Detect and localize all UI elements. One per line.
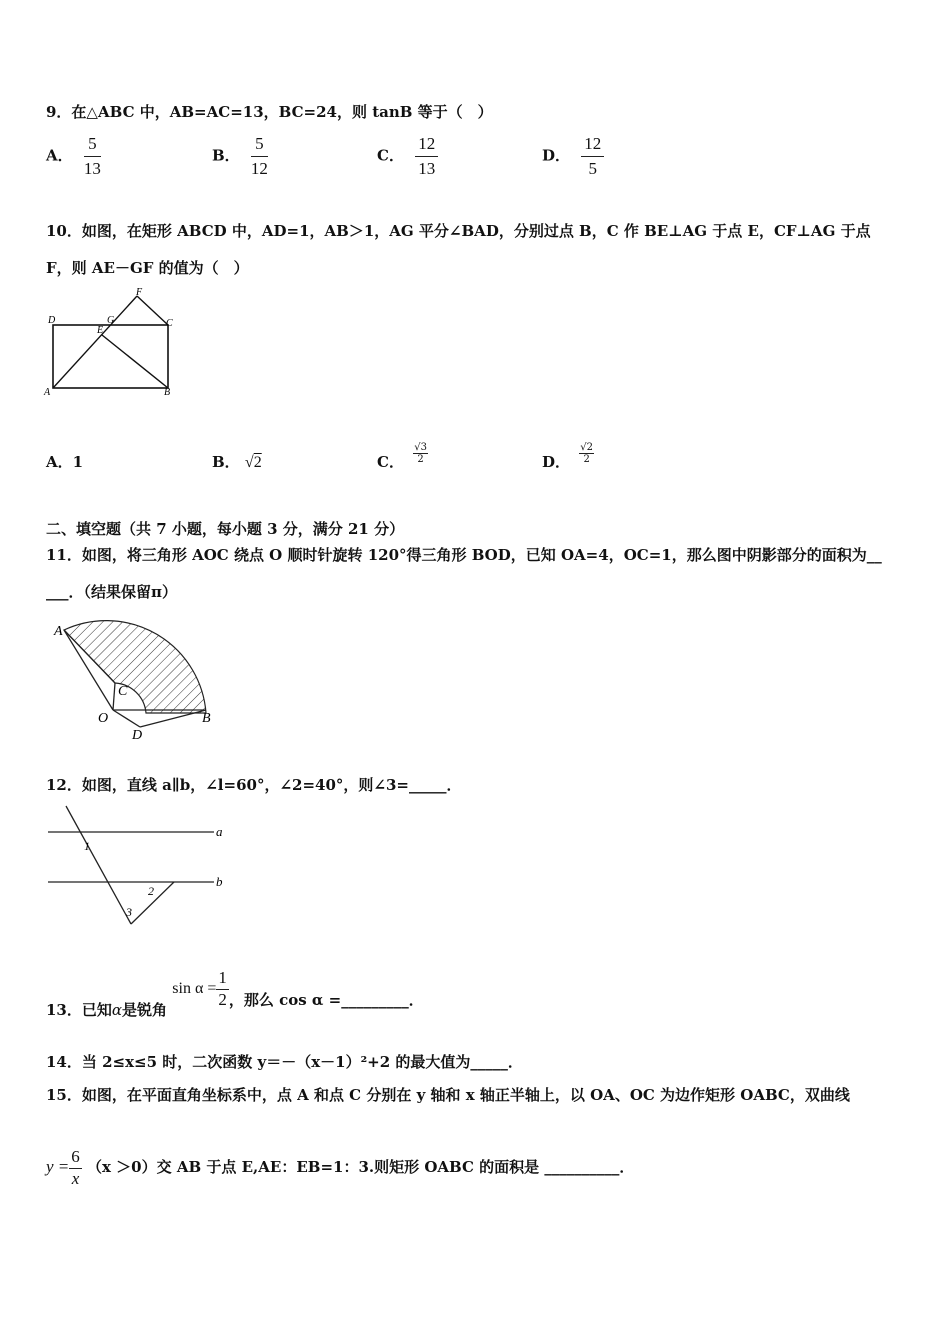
q10-figure (40, 285, 190, 400)
q10-option-d-fraction (579, 442, 594, 465)
q10-option-b (212, 451, 262, 472)
q10-option-c-label: C． (377, 453, 404, 471)
q12-figure (44, 803, 234, 933)
q10-option-b-sqrt: √2 (244, 454, 262, 471)
q11-label-o: O (98, 711, 109, 726)
q10-option-a-label: A． (46, 453, 73, 471)
q11-segment-od (113, 710, 140, 727)
q10-rectangle-abcd (53, 325, 168, 388)
q11-label-a: A (54, 624, 63, 639)
q13-suffix: ，那么 cos α =_________． (228, 991, 424, 1009)
q9-option-a (46, 134, 101, 179)
q10-option-c-fraction (413, 442, 428, 465)
q15-frac-num: 6 (69, 1147, 82, 1169)
q10-option-c-radicand: 3 (420, 441, 427, 453)
section2-title: 二、填空题（共 7 小题，每小题 3 分，满分 21 分） (46, 520, 405, 538)
q10-option-c (377, 441, 428, 475)
q11-label-b: B (202, 711, 211, 726)
q14-stem: 14．当 2≤x≤5 时，二次函数 y＝－（x－1）²+2 的最大值为_____． (46, 1053, 523, 1071)
q10-label-g: G (107, 315, 115, 326)
q11-segment-oc (113, 683, 115, 710)
q13-alpha: α (111, 1001, 123, 1019)
q12-label-a: a (216, 824, 223, 839)
q9-option-b-label: B． (212, 146, 240, 165)
q10-label-b: B (164, 387, 171, 398)
q11-stem-line1: 11．如图，将三角形 AOC 绕点 O 顺时针旋转 120°得三角形 BOD，已知 OA=4，OC=1，那么图中阴影部分的面积为__ (46, 546, 882, 564)
q9-option-d-num: 12 (581, 134, 604, 157)
q15-stem-line2 (46, 1147, 634, 1189)
q9-option-c-label: C． (377, 146, 404, 165)
q9-option-c-den: 13 (418, 159, 436, 178)
q15-y-eq: y = (46, 1157, 70, 1176)
q13-frac-num: 1 (216, 968, 229, 990)
q10-stem-line2: F，则 AE－GF 的值为（ ） (46, 259, 249, 277)
q10-label-e: E (97, 325, 104, 336)
q12-label-b: b (216, 874, 223, 889)
q12-label-angle-3: 3 (126, 905, 132, 919)
q9-option-d-den: 5 (588, 159, 597, 178)
q10-stem-line1: 10．如图，在矩形 ABCD 中，AD=1，AB＞1，AG 平分∠BAD，分别过点 B，C 作 BE⊥AG 于点 E，CF⊥AG 于点 (46, 222, 871, 240)
q10-label-c: C (166, 318, 173, 329)
q9-option-c-num: 12 (415, 134, 438, 157)
q15-stem-line1: 15．如图，在平面直角坐标系中，点 A 和点 C 分别在 y 轴和 x 轴正半轴上，以 OA、OC 为边作矩形 OABC，双曲线 (46, 1086, 850, 1104)
q12-transversal (66, 806, 131, 924)
q9-option-d-label: D． (542, 146, 571, 165)
q9-stem: 9．在△ABC 中，AB=AC=13，BC=24，则 tanB 等于（ ） (46, 103, 493, 121)
q10-option-d-den: 2 (583, 453, 590, 465)
q10-option-b-radicand: 2 (253, 454, 262, 471)
q10-option-c-num: √3 (414, 441, 427, 453)
q10-option-d-radicand: 2 (586, 441, 593, 453)
q11-figure (50, 615, 220, 745)
q10-option-b-label: B． (212, 453, 240, 471)
q15-frac-den: x (71, 1169, 80, 1188)
q11-label-d: D (132, 728, 143, 743)
q12-stem: 12．如图，直线 a∥b，∠l=60°，∠2=40°，则∠3=_____． (46, 776, 462, 794)
q9-option-b-fraction (251, 134, 268, 179)
q10-option-c-den: 2 (417, 453, 424, 465)
q9-option-a-label: A． (46, 146, 73, 165)
q13-prefix: 13．已知 (46, 1001, 112, 1019)
q9-option-b-den: 12 (250, 159, 268, 178)
q13-fraction (216, 968, 229, 1010)
q15-fraction (69, 1147, 82, 1189)
q10-option-a-value: 1 (72, 453, 84, 471)
q9-option-d-fraction (581, 134, 604, 179)
q10-option-d (542, 441, 594, 475)
q12-label-angle-1: 1 (84, 839, 90, 853)
q10-label-a: A (44, 387, 51, 398)
q12-label-angle-2: 2 (148, 884, 154, 898)
q9-option-a-num: 5 (84, 134, 101, 157)
q9-option-b (212, 134, 268, 179)
q10-label-f: F (136, 287, 143, 298)
q13-mid: 是锐角 (122, 1001, 168, 1019)
q10-option-d-num: √2 (580, 441, 593, 453)
q10-line-ag-extended (53, 296, 137, 388)
q10-line-fc (137, 296, 168, 325)
q10-option-a (46, 451, 83, 472)
q13-sin: sin α = (172, 980, 217, 997)
q9-option-b-num: 5 (251, 134, 268, 157)
q10-option-d-label: D． (542, 453, 571, 471)
q10-label-d: D (48, 315, 56, 326)
q10-line-be (102, 335, 168, 388)
q13-frac-den: 2 (218, 990, 227, 1009)
q9-option-c-fraction (415, 134, 438, 179)
q13-stem (46, 968, 424, 1019)
q11-stem-line2: ___．（结果保留π） (46, 583, 177, 601)
q9-option-c (377, 134, 438, 179)
q11-label-c: C (118, 684, 128, 699)
q9-option-d (542, 134, 604, 179)
q9-option-a-den: 13 (83, 159, 101, 178)
q9-option-a-fraction (84, 134, 101, 179)
q15-condition: （x ＞0）交 AB 于点 E,AE：EB=1：3.则矩形 OABC 的面积是 __________． (87, 1158, 635, 1176)
q11-shaded-region (64, 621, 206, 713)
